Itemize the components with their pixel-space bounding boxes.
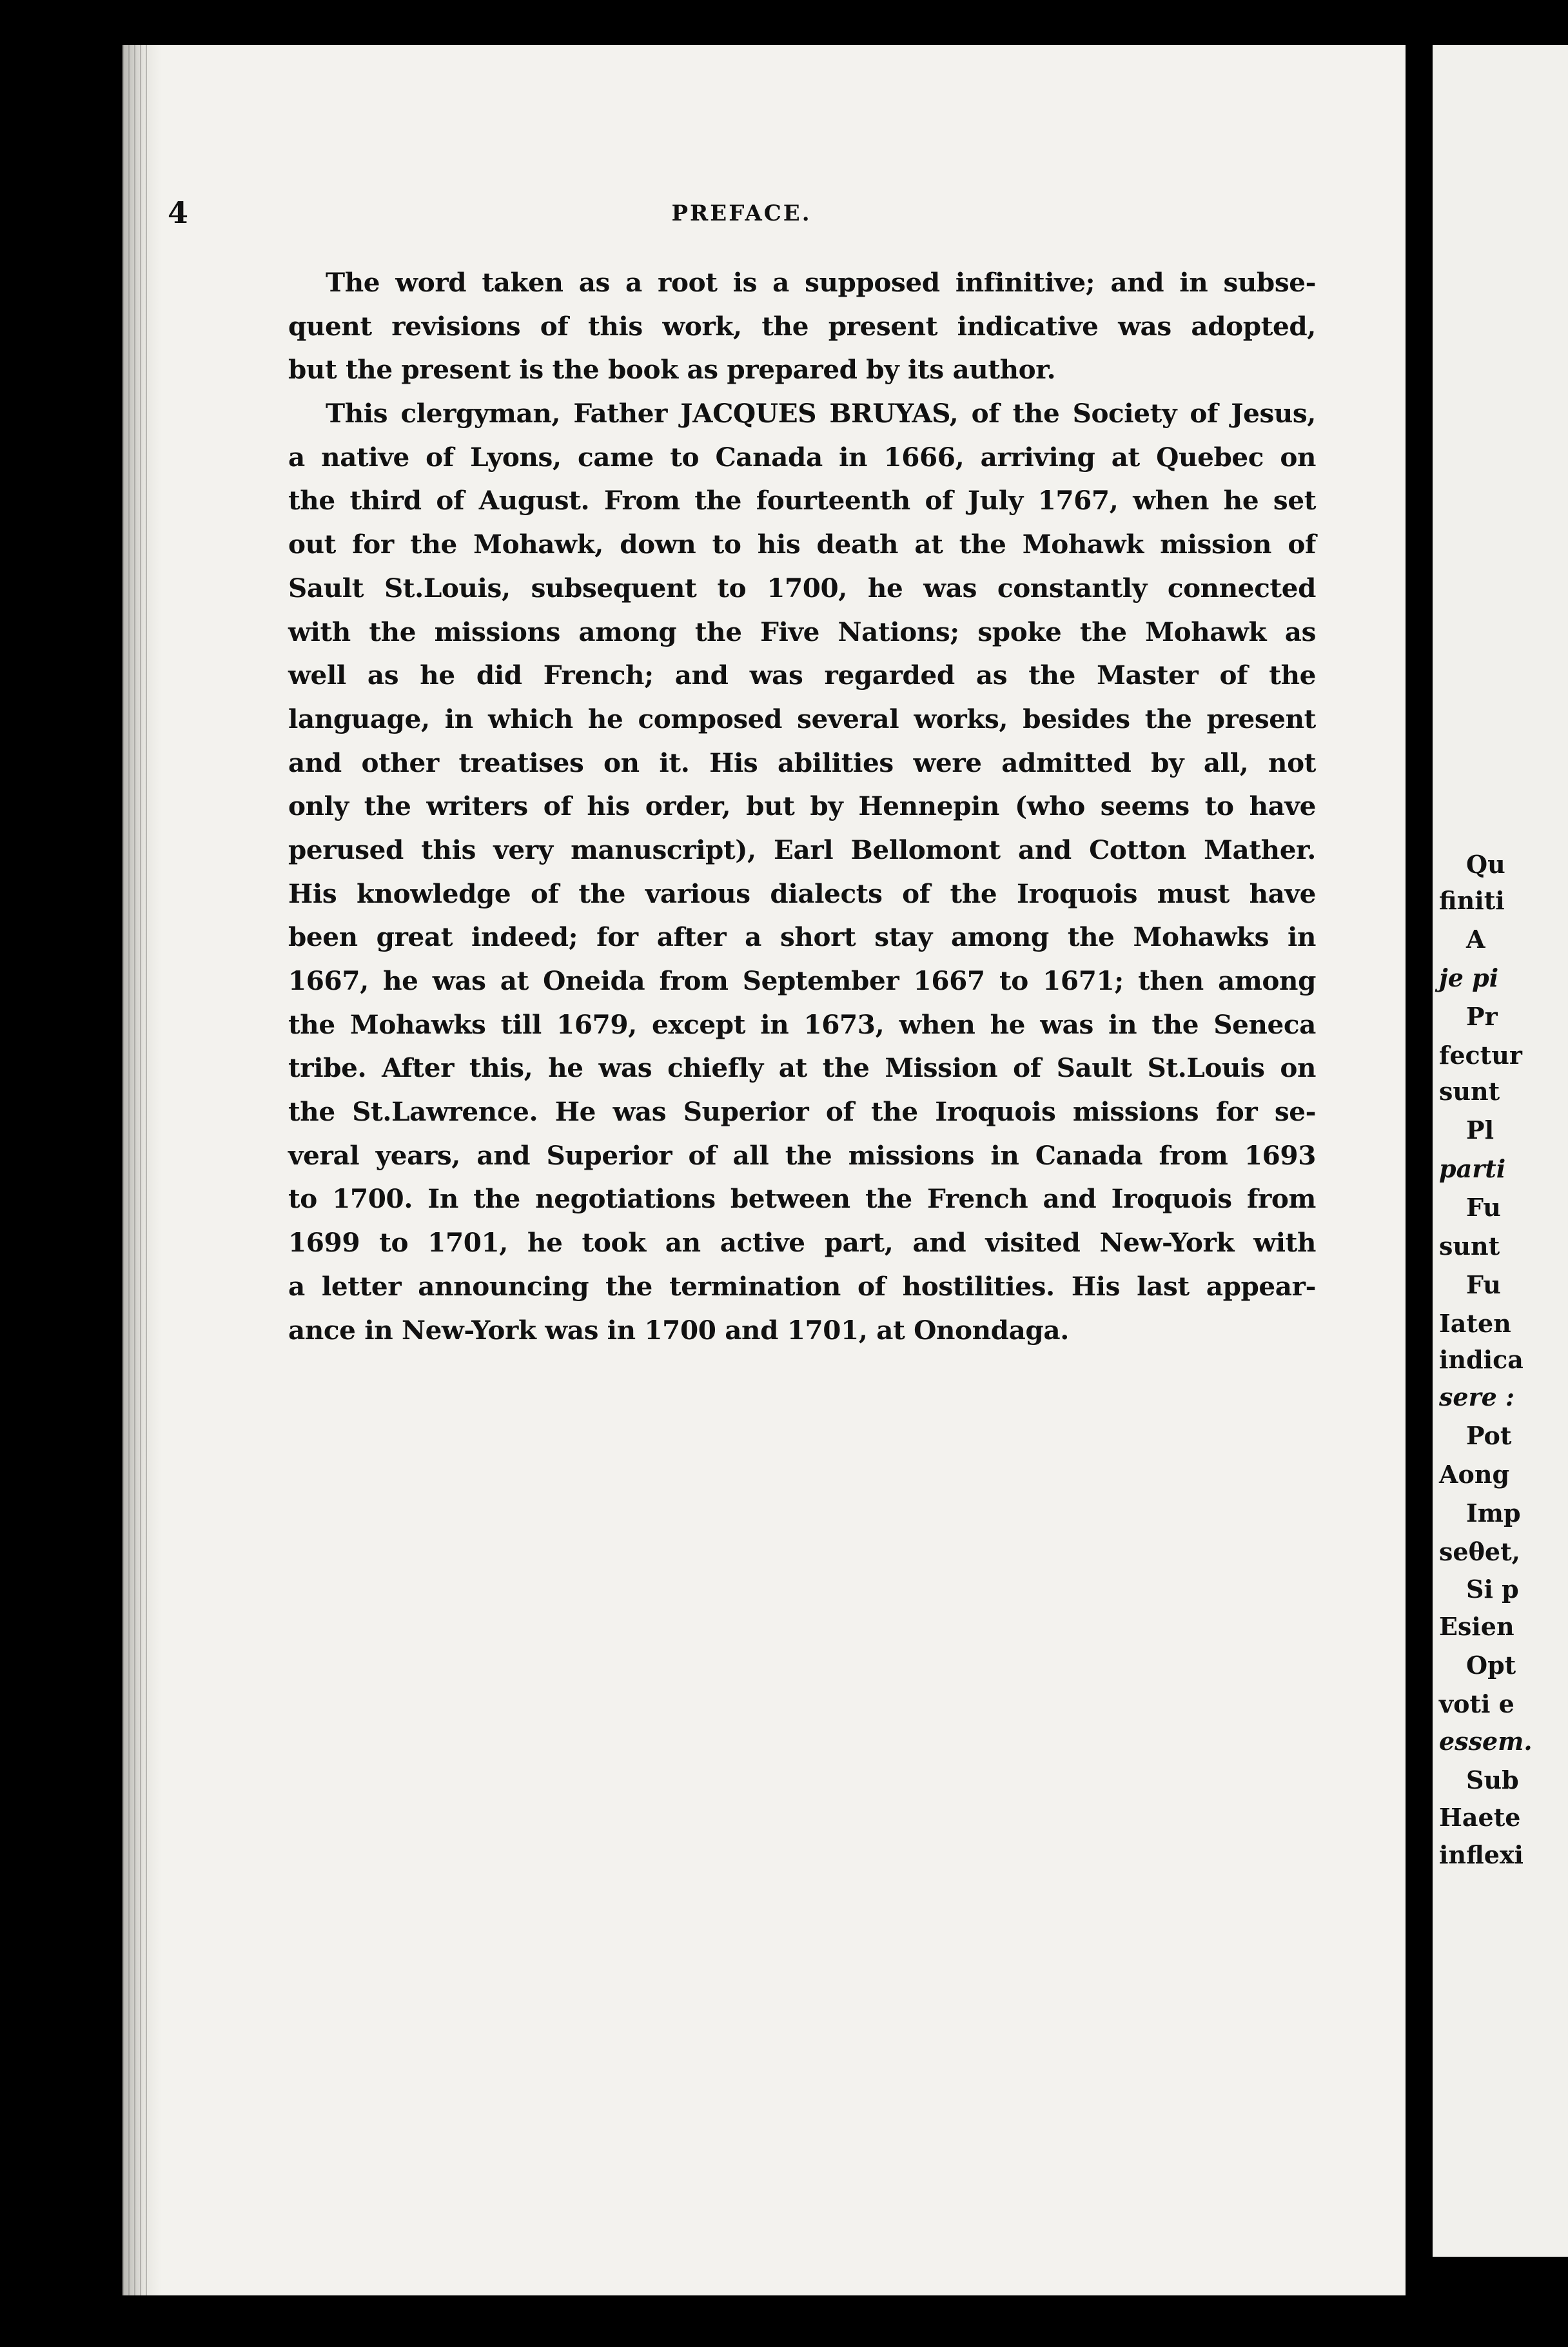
fragment-text: seθet, <box>1439 1537 1520 1566</box>
text-line: Sault St.Louis, subsequent to 1700, he was constantly connected <box>288 572 1316 604</box>
text-line: and other treatises on it. His abilities were admitted by all, not <box>288 747 1316 778</box>
fragment-text: sunt <box>1439 1232 1500 1261</box>
fragment-text: Esien <box>1439 1612 1514 1641</box>
fragment-text: Opt <box>1466 1651 1516 1680</box>
fragment-text: essem. <box>1439 1727 1533 1756</box>
text-line: out for the Mohawk, down to his death at the Mohawk mission of <box>288 529 1316 560</box>
text-line: 1699 to 1701, he took an active part, and visited New-York with <box>288 1227 1316 1259</box>
text-line: but the present is the book as prepared by its author. <box>288 354 1056 386</box>
preface-body <box>288 261 1316 1352</box>
fragment-text: Sub <box>1466 1765 1519 1794</box>
fragment-text: Haete <box>1439 1803 1521 1832</box>
text-line: been great indeed; for after a short stay among the Mohawks in <box>288 921 1316 953</box>
text-line: tribe. After this, he was chiefly at the Mission of Sault St.Louis on <box>288 1052 1316 1084</box>
bound-edge <box>122 45 148 2295</box>
running-head: PREFACE. <box>671 201 812 226</box>
text-line: to 1700. In the negotiations between the French and Iroquois from <box>288 1183 1316 1215</box>
page-right-fragment <box>1433 45 1568 2257</box>
fragment-text: Fu <box>1466 1193 1501 1222</box>
text-line: 1667, he was at Oneida from September 1667 to 1671; then among <box>288 965 1316 996</box>
text-line: the Mohawks till 1679, except in 1673, when he was in the Seneca <box>288 1008 1316 1040</box>
fragment-text: sunt <box>1439 1077 1500 1106</box>
fragment-text: voti e <box>1439 1689 1514 1718</box>
fragment-text: Pot <box>1466 1421 1512 1450</box>
fragment-text: Qu <box>1466 850 1505 879</box>
fragment-text: je pi <box>1439 963 1499 992</box>
text-line: the St.Lawrence. He was Superior of the Iroquois missions for se- <box>288 1096 1316 1128</box>
text-line: quent revisions of this work, the present indicative was adopted, <box>288 310 1316 342</box>
fragment-text: A <box>1466 925 1485 954</box>
text-line: The word taken as a root is a supposed infinitive; and in subse- <box>326 267 1316 298</box>
fragment-text: Pr <box>1466 1002 1498 1031</box>
fragment-text: indica <box>1439 1345 1524 1374</box>
gutter <box>1406 45 1433 2295</box>
text-line: language, in which he composed several works, besides the present <box>288 703 1316 734</box>
text-line: perused this very manuscript), Earl Bellomont and Cotton Mather. <box>288 834 1316 865</box>
fragment-text: Pl <box>1466 1115 1494 1144</box>
page-header <box>168 193 1315 239</box>
fragment-text: Fu <box>1466 1270 1501 1299</box>
page-number: 4 <box>168 195 189 230</box>
text-line: the third of August. From the fourteenth of July 1767, when he set <box>288 485 1316 516</box>
fragment-text: Si p <box>1466 1575 1519 1604</box>
fragment-text: Imp <box>1466 1498 1521 1527</box>
text-line: well as he did French; and was regarded as the Master of the <box>288 660 1316 691</box>
fragment-text: Aong <box>1439 1460 1510 1489</box>
fragment-text: Iaten <box>1439 1309 1511 1338</box>
fragment-text: sere : <box>1439 1382 1515 1411</box>
text-line: only the writers of his order, but by Hennepin (who seems to have <box>288 791 1316 822</box>
text-line: a letter announcing the termination of hostilities. His last appear- <box>288 1270 1316 1302</box>
text-line: His knowledge of the various dialects of the Iroquois must have <box>288 878 1316 909</box>
text-line: veral years, and Superior of all the missions in Canada from 1693 <box>288 1139 1316 1171</box>
text-line: a native of Lyons, came to Canada in 1666, arriving at Quebec on <box>288 441 1316 473</box>
text-line: This clergyman, Father JACQUES BRUYAS, of the Society of Jesus, <box>326 398 1316 429</box>
fragment-text: finiti <box>1439 886 1505 915</box>
text-line: ance in New-York was in 1700 and 1701, at Onondaga. <box>288 1314 1069 1346</box>
fragment-text: parti <box>1439 1154 1506 1183</box>
fragment-text: inflexi <box>1439 1840 1524 1869</box>
fragment-text: fectur <box>1439 1041 1522 1070</box>
text-line: with the missions among the Five Nations; spoke the Mohawk as <box>288 616 1316 647</box>
